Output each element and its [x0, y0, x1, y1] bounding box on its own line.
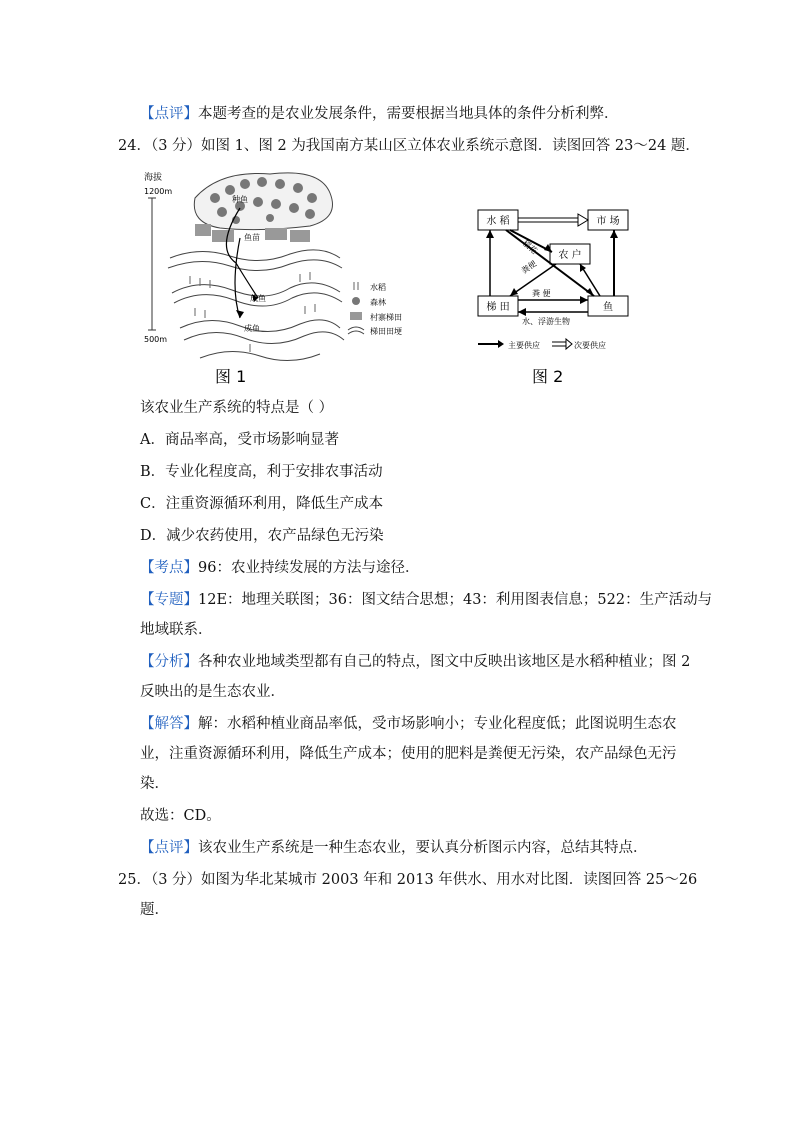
kaodian-paragraph	[140, 558, 419, 578]
edge-label-manure-1: 粪便	[519, 259, 539, 276]
jieda-text-2: 业，注重资源循环利用，降低生产成本；使用的肥料是粪便无污染，农产品绿色无污	[140, 746, 677, 762]
kaodian-text: 96：农业持续发展的方法与途径．	[198, 560, 420, 576]
altitude-label: 海拔	[144, 173, 163, 183]
comment-tag-2: 【点评】	[140, 840, 198, 856]
fenxi-tag: 【分析】	[140, 654, 198, 670]
bottom-elevation: 500m	[144, 335, 168, 344]
legend-rice: 水稻	[370, 283, 386, 292]
figure-1-diagram	[140, 168, 440, 398]
option-c: C．注重资源循环利用，降低生产成本	[140, 496, 384, 512]
fenxi-text-1: 各种农业地域类型都有自己的特点，图文中反映出该地区是水稻种植业；图 2	[198, 654, 691, 670]
figure-1-caption: 图 1	[215, 367, 247, 386]
node-rice: 水 稻	[486, 216, 510, 227]
figure-2-diagram	[470, 200, 645, 390]
figure-2-caption: 图 2	[532, 367, 564, 386]
option-a: A．商品率高，受市场影响显著	[140, 432, 339, 448]
option-d: D．减少农药使用，农产品绿色无污染	[140, 528, 384, 544]
legend-secondary-supply: 次要供应	[574, 341, 606, 350]
legend-main-supply: 主要供应	[508, 341, 540, 350]
edge-label-plankton: 水、浮游生物	[522, 317, 570, 326]
question-prompt: 该农业生产系统的特点是（ ）	[140, 400, 334, 416]
forest-label: 种鱼	[232, 195, 248, 204]
zhuanti-text-1: 12E：地理关联图；36：图文结合思想；43：利用图表信息；522：生产活动与	[198, 592, 713, 608]
fenxi-paragraph	[140, 652, 690, 672]
figure-1-legend	[348, 282, 402, 336]
legend-forest: 森林	[370, 298, 386, 307]
question-25-stem: 25．（3 分）如图为华北某城市 2003 年和 2013 年供水、用水对比图．读图回答 25～26	[118, 872, 698, 888]
jieda-text-3: 染．	[140, 776, 169, 792]
legend-village: 村寨梯田	[370, 313, 402, 322]
question-24-stem: 24．（3 分）如图 1、图 2 为我国南方某山区立体农业系统示意图．读图回答 23～24 题．	[118, 138, 700, 154]
figure-2	[470, 200, 645, 390]
node-market: 市 场	[596, 216, 620, 227]
village-label: 鱼苗	[244, 233, 260, 242]
node-fish: 鱼	[603, 302, 613, 313]
jieda-text-1: 解：水稻种植业商品率低，受市场影响小；专业化程度低；此图说明生态农	[198, 716, 677, 732]
edge-label-rice-flower: 稻花	[520, 238, 539, 256]
comment-text: 本题考查的是农业发展条件，需要根据当地具体的条件分析利弊．	[198, 106, 619, 122]
jieda-paragraph	[140, 714, 677, 734]
node-farmer: 农 户	[558, 250, 582, 261]
low-fish-label: 成鱼	[244, 324, 260, 333]
legend-terrace: 梯田田埂	[370, 327, 402, 336]
comment-paragraph-2	[140, 838, 648, 858]
comment-tag: 【点评】	[140, 106, 198, 122]
question-25-stem-cont: 题．	[140, 902, 169, 918]
option-b: B．专业化程度高，利于安排农事活动	[140, 464, 383, 480]
edge-label-manure-2: 粪 便	[532, 289, 551, 298]
comment-paragraph	[140, 104, 619, 124]
zhuanti-text-2: 地域联系．	[140, 622, 213, 638]
node-terrace: 梯 田	[486, 302, 510, 313]
kaodian-tag: 【考点】	[140, 560, 198, 576]
comment-text-2: 该农业生产系统是一种生态农业，要认真分析图示内容，总结其特点．	[198, 840, 648, 856]
mid-fish-label: 成鱼	[250, 294, 266, 303]
rice-marks	[190, 272, 315, 352]
figure-1	[140, 168, 440, 398]
zhuanti-tag: 【专题】	[140, 592, 198, 608]
fenxi-text-2: 反映出的是生态农业．	[140, 684, 285, 700]
answer-line: 故选：CD。	[140, 808, 221, 824]
terrace-lines	[168, 250, 344, 361]
top-elevation: 1200m	[144, 187, 173, 196]
jieda-tag: 【解答】	[140, 716, 198, 732]
zhuanti-paragraph	[140, 590, 712, 610]
